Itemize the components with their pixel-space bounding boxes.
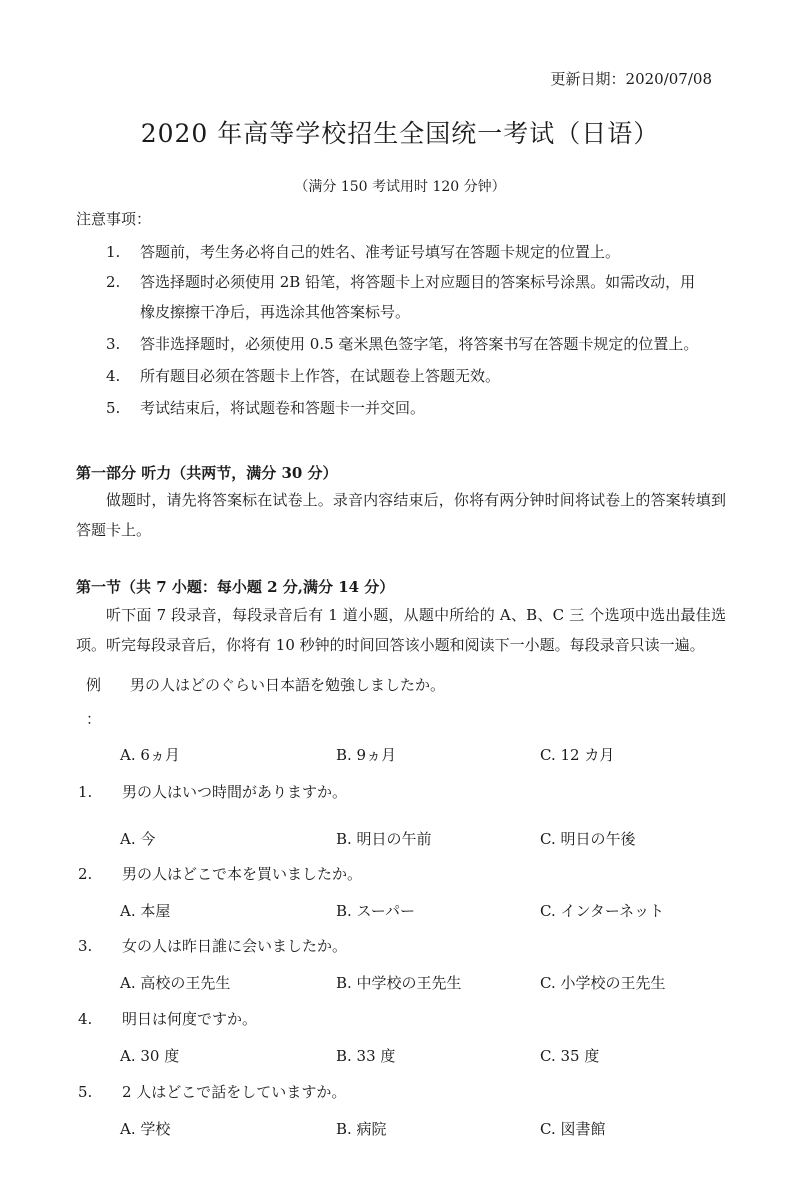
note-number: 1. [106, 243, 121, 261]
option-a: A. 高校の王先生 [120, 974, 231, 992]
note-item [106, 329, 726, 359]
example-colon: ： [86, 710, 102, 728]
option-a: A. 6ヵ月 [120, 746, 180, 764]
question-text: 男の人はどこで本を買いましたか。 [122, 865, 363, 883]
note-text: 考试结束后，将试题卷和答题卡一并交回。 [140, 399, 426, 417]
option-b: B. 9ヵ月 [336, 746, 397, 764]
option-a: A. 本屋 [120, 902, 171, 920]
note-text: 所有题目必须在答题卡上作答，在试题卷上答题无效。 [140, 367, 501, 385]
option-c: C. 35 度 [540, 1047, 600, 1065]
note-text: 答选择题时必须使用 2B 铅笔，将答题卡上对应题目的答案标号涂黑。如需改动，用 [140, 273, 696, 291]
question-number: 2. [78, 865, 93, 883]
option-b: B. 明日の午前 [336, 830, 432, 848]
note-item [106, 267, 726, 327]
note-text: 答非选择题时，必须使用 0.5 毫米黑色签字笔，将答案书写在答题卡规定的位置上。 [140, 335, 699, 353]
note-number: 2. [106, 273, 121, 291]
part1-heading: 第一部分 听力（共两节，满分 30 分） [76, 464, 338, 482]
question-text: 明日は何度ですか。 [122, 1010, 258, 1028]
page-title: 2020 年高等学校招生全国统一考试（日语） [140, 119, 660, 148]
question-number: 4. [78, 1010, 93, 1028]
option-b: B. スーパー [336, 902, 416, 920]
option-c: C. 小学校の王先生 [540, 974, 666, 992]
note-number: 3. [106, 335, 121, 353]
question-4 [78, 1008, 257, 1029]
question-3 [78, 935, 347, 956]
question-text: 女の人は昨日誰に会いましたか。 [122, 937, 348, 955]
option-c: C. 図書館 [540, 1120, 606, 1138]
question-1 [78, 781, 347, 802]
page-subtitle: （满分 150 考试用时 120 分钟） [294, 179, 506, 195]
option-c: C. インターネット [540, 902, 665, 920]
notes-heading: 注意事项： [76, 210, 152, 228]
option-a: A. 30 度 [120, 1047, 180, 1065]
question-number: 5. [78, 1083, 93, 1101]
question-5 [78, 1081, 346, 1102]
question-number: 1. [78, 783, 93, 801]
update-date: 更新日期：2020/07/08 [550, 70, 712, 88]
option-a: A. 今 [120, 830, 156, 848]
option-c: C. 12 カ月 [540, 746, 615, 764]
option-c: C. 明日の午後 [540, 830, 636, 848]
note-item [106, 393, 726, 423]
part1-instruction: 做题时，请先将答案标在试卷上。录音内容结束后，你将有两分钟时间将试卷上的答案转填到答题卡上。 [76, 491, 726, 539]
section1-instruction: 听下面 7 段录音，每段录音后有 1 道小题，从题中所给的 A、B、C 三 个选项中选出最佳选项。听完每段录音后，你将有 10 秒钟的时间回答该小题和阅读下一小题。每段录音只读一遍。 [76, 606, 726, 654]
question-2 [78, 863, 362, 884]
section1-heading: 第一节（共 7 小题：每小题 2 分,满分 14 分） [76, 578, 395, 596]
question-text: 男の人はどのぐらい日本語を勉強しましたか。 [130, 676, 446, 694]
option-b: B. 33 度 [336, 1047, 396, 1065]
note-text-continued: 橡皮擦擦干净后，再选涂其他答案标号。 [140, 303, 411, 321]
example-label: 例 [86, 676, 102, 694]
question-number: 3. [78, 937, 93, 955]
question-text: 男の人はいつ時間がありますか。 [122, 783, 348, 801]
option-b: B. 中学校の王先生 [336, 974, 462, 992]
note-number: 4. [106, 367, 121, 385]
note-number: 5. [106, 399, 121, 417]
question-text: 2 人はどこで話をしていますか。 [122, 1083, 347, 1101]
note-text: 答题前，考生务必将自己的姓名、准考证号填写在答题卡规定的位置上。 [140, 243, 621, 261]
note-item [106, 237, 726, 267]
example-question [86, 674, 445, 695]
option-b: B. 病院 [336, 1120, 387, 1138]
note-item [106, 361, 726, 391]
option-a: A. 学校 [120, 1120, 171, 1138]
